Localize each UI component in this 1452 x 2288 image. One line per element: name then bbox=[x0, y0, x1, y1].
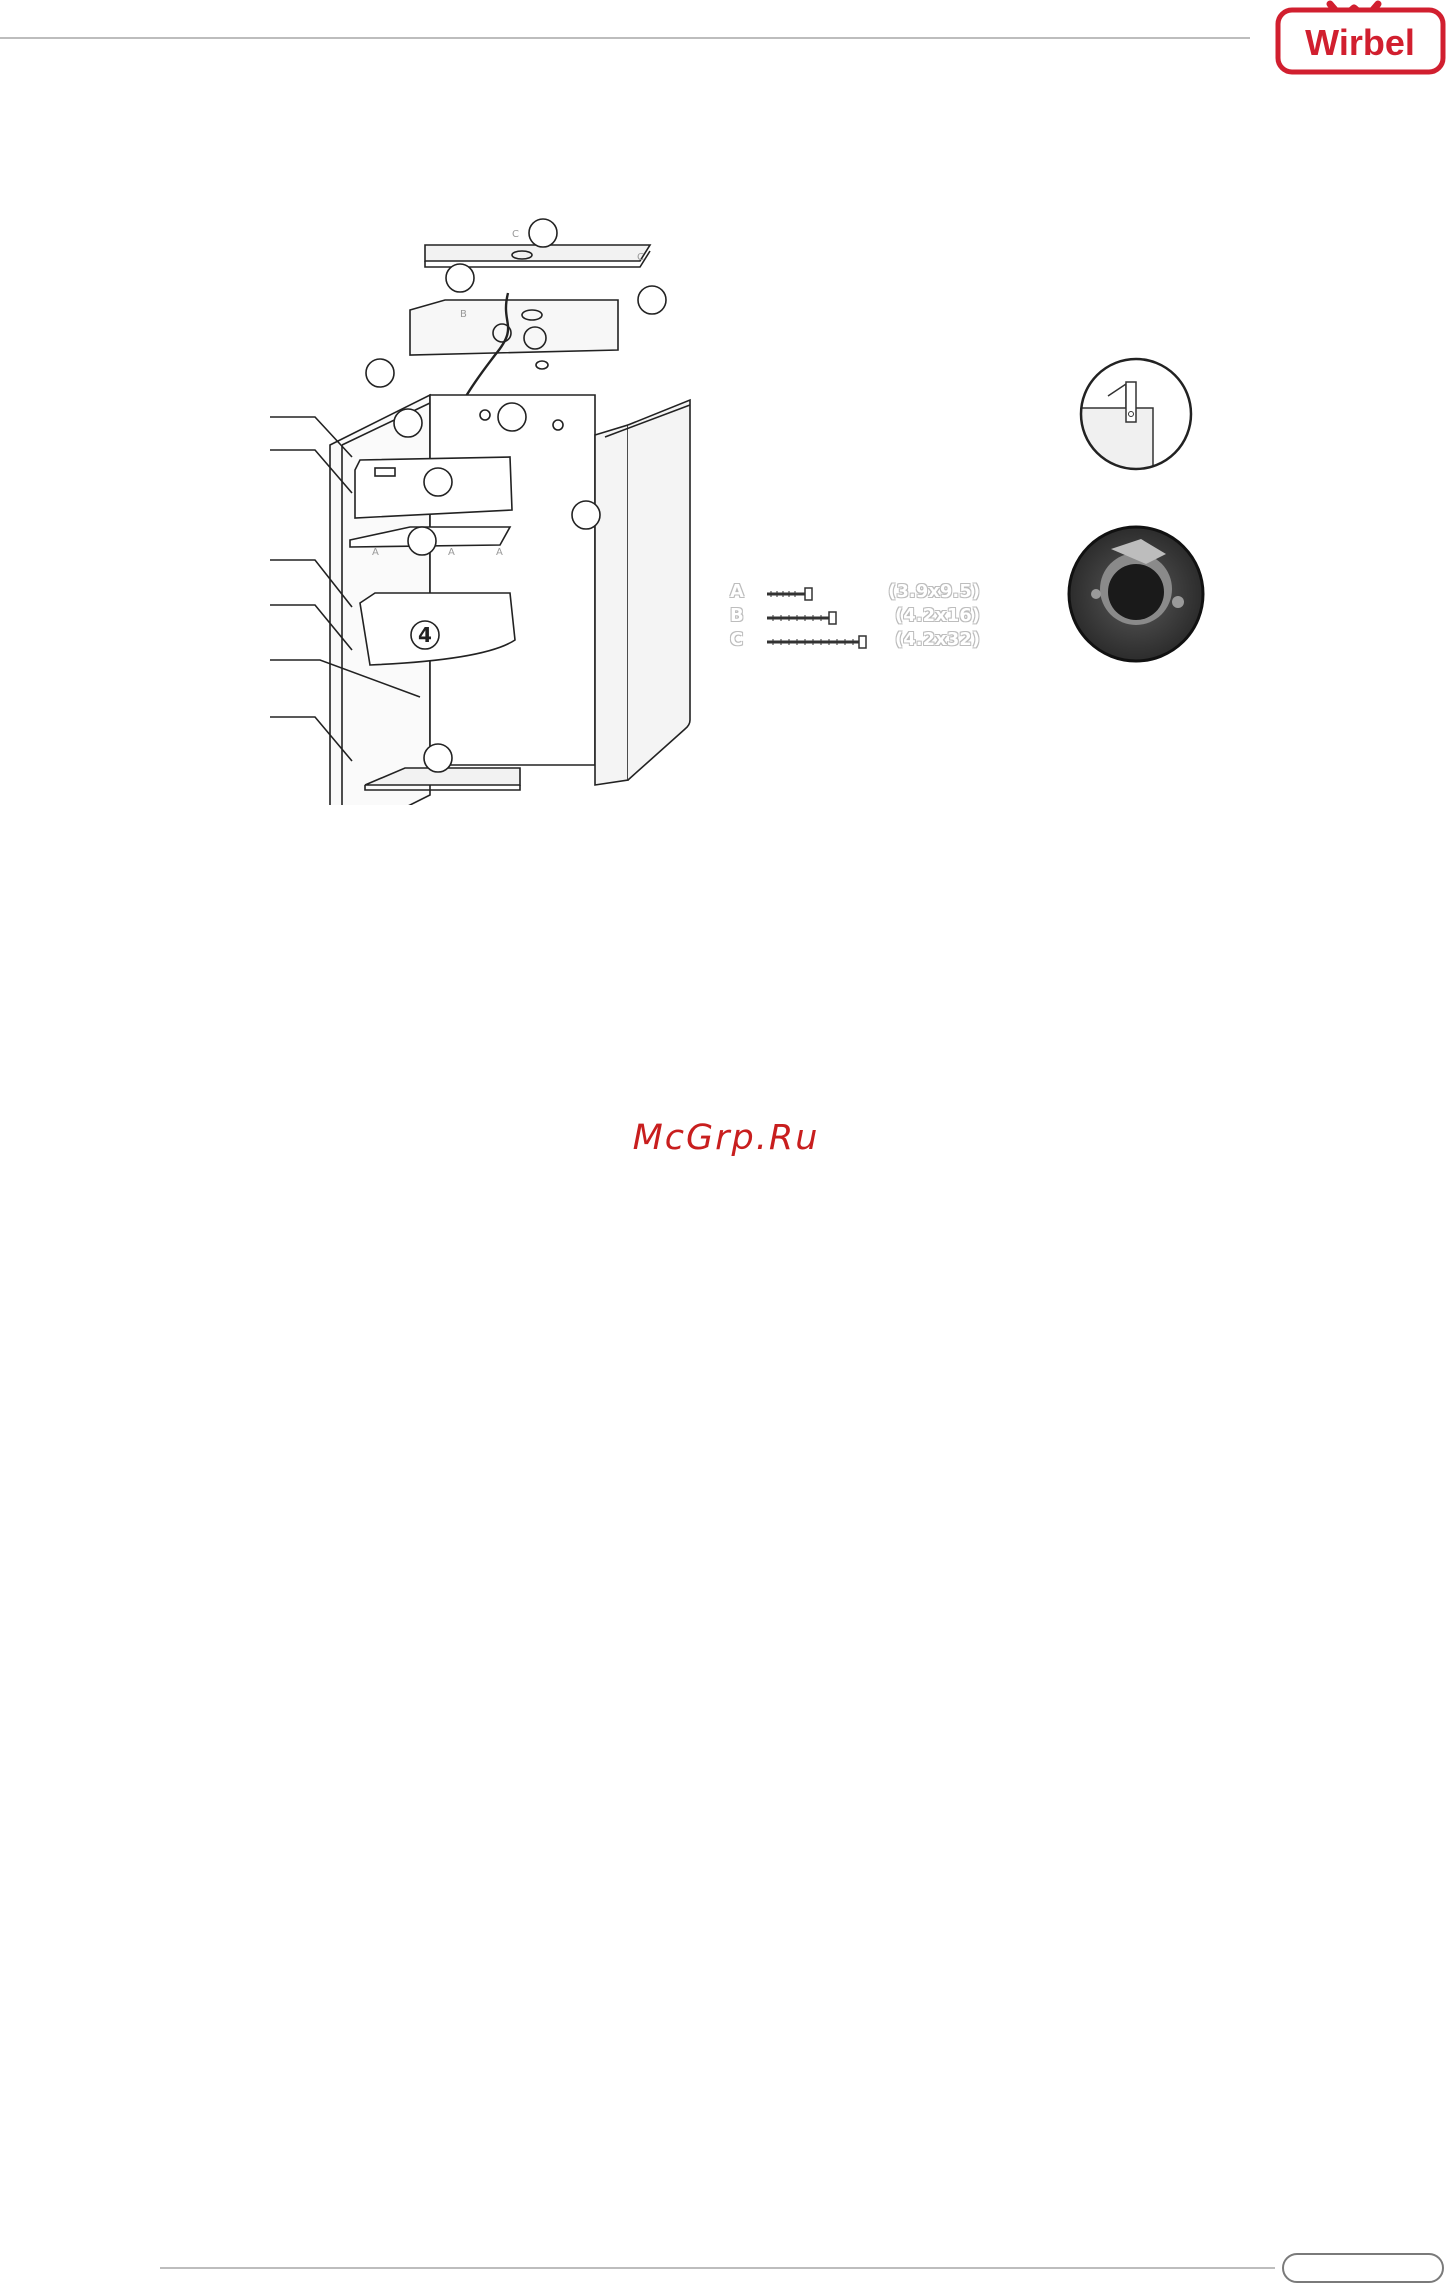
grommet-photo-icon bbox=[1066, 524, 1206, 664]
svg-text:A: A bbox=[448, 547, 455, 558]
watermark: McGrp.Ru bbox=[632, 1118, 820, 1158]
header-rule bbox=[0, 37, 1250, 39]
screw-a-icon bbox=[765, 586, 815, 602]
screw-b-icon bbox=[765, 610, 840, 626]
svg-text:B: B bbox=[460, 309, 467, 320]
screw-letter-a: A bbox=[730, 581, 744, 602]
svg-text:C: C bbox=[637, 252, 644, 263]
screw-letter-c: C bbox=[730, 629, 744, 650]
svg-text:A: A bbox=[496, 547, 503, 558]
screw-size-a: (3.9x9.5) bbox=[888, 581, 980, 602]
screw-legend bbox=[730, 578, 980, 658]
bracket-detail-icon bbox=[1078, 356, 1194, 472]
page-number-box bbox=[1282, 2253, 1444, 2283]
cabinet-exploded-diagram bbox=[260, 205, 700, 805]
screw-letter-b: B bbox=[730, 605, 744, 626]
wirbel-logo bbox=[1270, 0, 1450, 80]
screw-size-b: (4.2x16) bbox=[895, 605, 980, 626]
screw-size-c: (4.2x32) bbox=[895, 629, 980, 650]
svg-text:Wirbel: Wirbel bbox=[1305, 22, 1415, 63]
svg-text:C: C bbox=[512, 229, 519, 240]
footer-rule bbox=[160, 2267, 1275, 2269]
part-number-4: 4 bbox=[418, 623, 432, 647]
svg-text:A: A bbox=[372, 547, 379, 558]
